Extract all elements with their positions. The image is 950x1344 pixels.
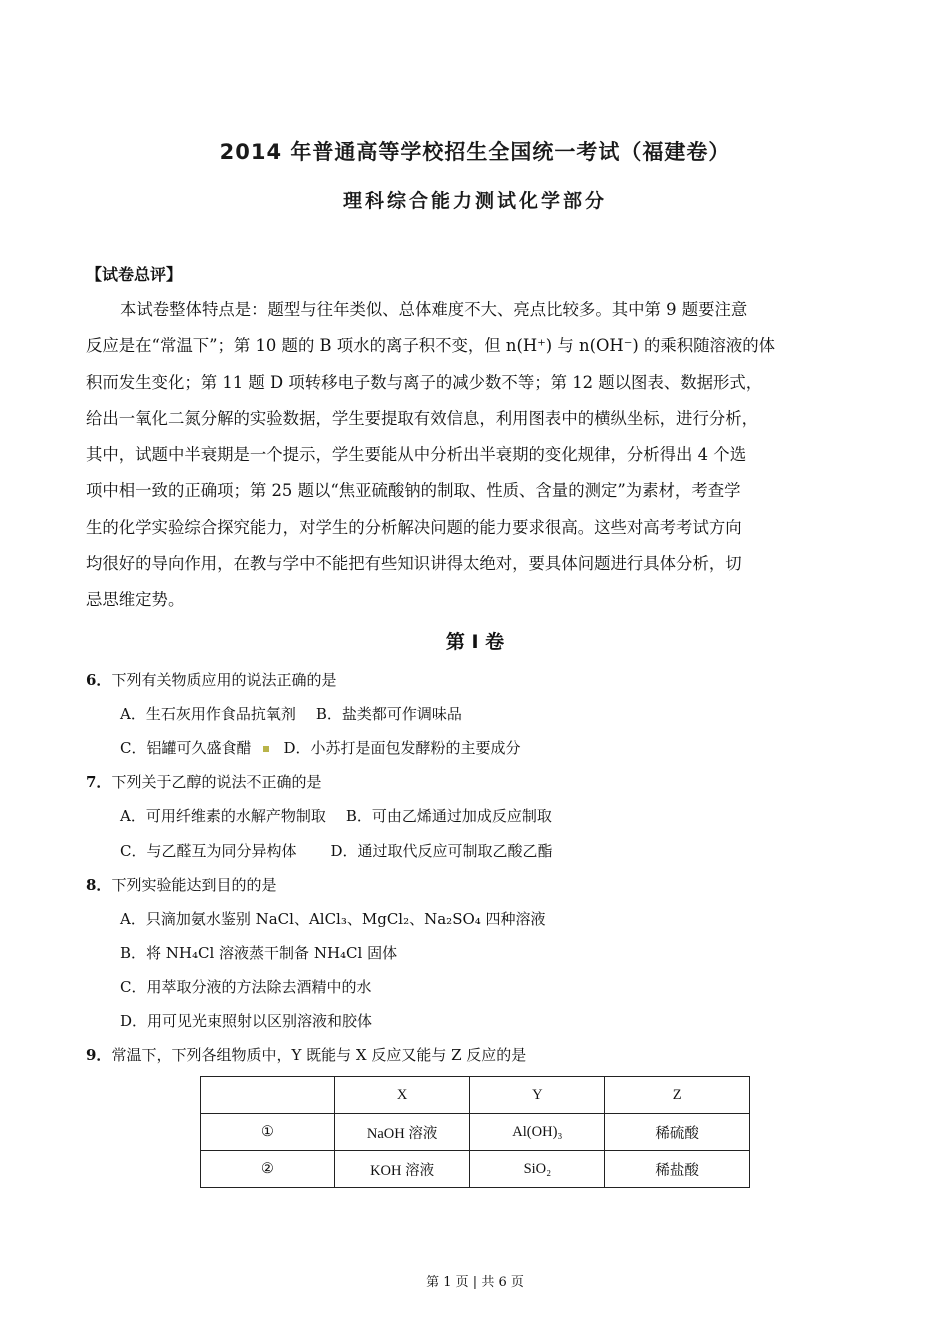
question-number: 7． <box>86 773 112 791</box>
review-line: 项中相一致的正确项；第 25 题以“焦亚硫酸钠的制取、性质、含量的测定”为素材，考查学 <box>86 481 741 501</box>
question-number: 6． <box>86 671 112 689</box>
option-a: A．生石灰用作食品抗氧剂 <box>120 705 296 723</box>
question-number: 8． <box>86 876 112 894</box>
question-7 <box>86 771 321 792</box>
option-d: D．用可见光束照射以区别溶液和胶体 <box>120 1012 373 1030</box>
table-row <box>201 1114 750 1151</box>
option-a: A．可用纤维素的水解产物制取 <box>120 807 326 825</box>
question-7-options-ab <box>120 805 552 826</box>
table-header-cell <box>201 1077 335 1114</box>
question-6-options-ab <box>120 703 462 724</box>
option-c: C．铝罐可久盛食醋 <box>120 739 252 757</box>
review-line: 均很好的导向作用，在教与学中不能把有些知识讲得太绝对，要具体问题进行具体分析，切 <box>86 554 742 574</box>
option-b: B．可由乙烯通过加成反应制取 <box>345 807 552 825</box>
table-cell: KOH 溶液 <box>334 1151 470 1188</box>
page-footer: 第 1 页 | 共 6 页 <box>426 1275 524 1290</box>
exam-title: 2014 年普通高等学校招生全国统一考试（福建卷） <box>219 140 731 164</box>
review-line: 生的化学实验综合探究能力，对学生的分析解决问题的能力要求很高。这些对高考考试方向 <box>86 517 742 537</box>
option-c: C．与乙醛互为同分异构体 <box>120 842 297 860</box>
question-number: 9． <box>86 1046 112 1064</box>
review-paragraph <box>86 292 864 619</box>
option-b: B．盐类都可作调味品 <box>315 705 462 723</box>
review-line: 给出一氧化二氮分解的实验数据，学生要提取有效信息，利用图表中的横纵坐标，进行分析， <box>86 408 759 428</box>
option-c: C．用萃取分液的方法除去酒精中的水 <box>120 978 372 996</box>
review-line: 积而发生变化；第 11 题 D 项转移电子数与离子的减少数不等；第 12 题以图表、数据形式， <box>86 372 763 392</box>
table-header-row <box>201 1077 750 1114</box>
question-text: 常温下，下列各组物质中，Y 既能与 X 反应又能与 Z 反应的是 <box>111 1046 527 1064</box>
question-9 <box>86 1044 526 1065</box>
table-cell: ② <box>201 1151 335 1188</box>
question-6 <box>86 669 336 690</box>
exam-subtitle: 理科综合能力测试化学部分 <box>342 190 607 212</box>
table-header-cell: Y <box>470 1077 605 1114</box>
question-text: 下列有关物质应用的说法正确的是 <box>111 671 337 689</box>
question-8 <box>86 874 276 895</box>
reaction-table <box>200 1076 750 1188</box>
section-title: 第 I 卷 <box>445 631 505 653</box>
table-header-cell: X <box>334 1077 470 1114</box>
question-7-options-cd <box>120 840 553 861</box>
table-cell: 稀盐酸 <box>605 1151 750 1188</box>
review-line: 反应是在“常温下”；第 10 题的 B 项水的离子积不变，但 n(H⁺) 与 n(OH⁻) 的乘积随溶液的体 <box>86 336 776 356</box>
question-text: 下列实验能达到目的的是 <box>111 876 277 894</box>
table-cell: 稀硫酸 <box>605 1114 750 1151</box>
table-cell: SiO₂ <box>470 1151 605 1188</box>
table-cell: NaOH 溶液 <box>334 1114 470 1151</box>
review-line: 其中，试题中半衰期是一个提示，学生要能从中分析出半衰期的变化规律，分析得出 4 个选 <box>86 445 747 465</box>
review-line: 本试卷整体特点是：题型与往年类似、总体难度不大、亮点比较多。其中第 9 题要注意 <box>120 300 748 319</box>
option-d: D．小苏打是面包发酵粉的主要成分 <box>283 739 521 757</box>
question-6-options-cd <box>120 737 521 758</box>
option-b: B．将 NH₄Cl 溶液蒸干制备 NH₄Cl 固体 <box>120 944 398 962</box>
question-text: 下列关于乙醇的说法不正确的是 <box>111 773 322 791</box>
option-a: A．只滴加氨水鉴别 NaCl、AlCl₃、MgCl₂、Na₂SO₄ 四种溶液 <box>120 910 546 928</box>
table-header-cell: Z <box>605 1077 750 1114</box>
stray-mark <box>263 746 269 752</box>
review-heading: 【试卷总评】 <box>86 265 183 284</box>
table-cell: Al(OH)₃ <box>470 1114 605 1151</box>
table-cell: ① <box>201 1114 335 1151</box>
option-d: D．通过取代反应可制取乙酸乙酯 <box>330 842 553 860</box>
table-row <box>201 1151 750 1188</box>
review-line: 忌思维定势。 <box>86 590 185 610</box>
